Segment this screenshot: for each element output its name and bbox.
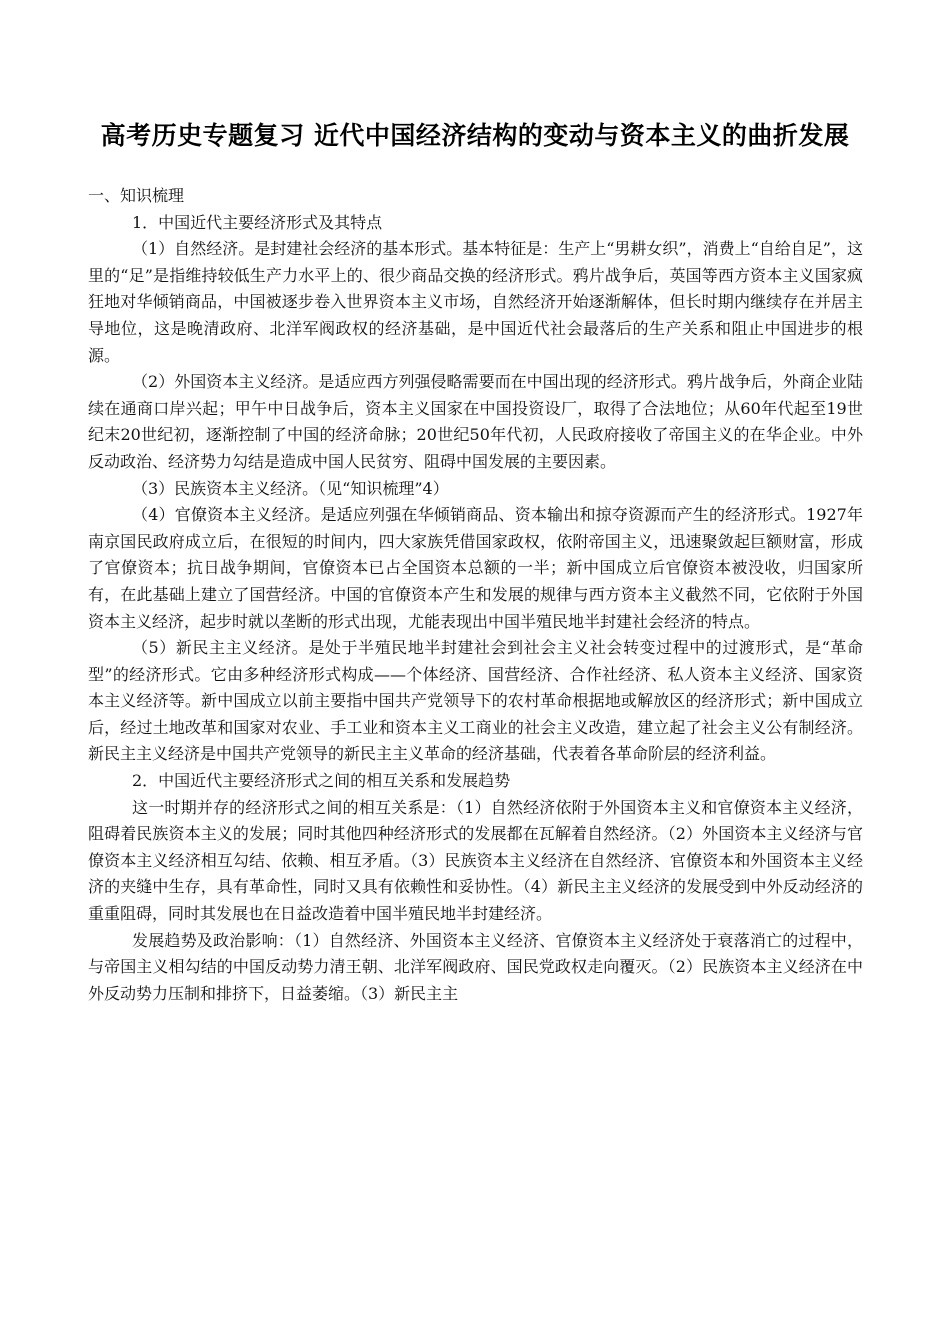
subheading-economic-forms: 1．中国近代主要经济形式及其特点 [132,212,383,232]
paragraph-national-capitalism: （3）民族资本主义经济。（见“知识梳理”4） [132,478,449,498]
paragraph-trends: 发展趋势及政治影响：（1）自然经济、外国资本主义经济、官僚资本主义经济处于衰落消亡的过程中，与帝国主义相勾结的中国反动势力清王朝、北洋军阀政府、国民党政权走向覆灭。（2）民族资本主义经济在中外反动势力压制和排挤下，日益萎缩。（3）新民主主 [88,930,863,1003]
subheading-relationships-trends: 2．中国近代主要经济形式之间的相互关系和发展趋势 [132,771,511,791]
page-title: 高考历史专题复习 近代中国经济结构的变动与资本主义的曲折发展 [100,121,850,150]
paragraph-bureaucratic-capitalism: （4）官僚资本主义经济。是适应列强在华倾销商品、资本输出和掠夺资源而产生的经济形式。1927年南京国民政府成立后，在很短的时间内，四大家族凭借国家政权，依附帝国主义，迅速聚敛起巨额财富，形成了官僚资本；抗日战争期间，官僚资本已占全国资本总额的一半；新中国成立后官僚资本被没收，归国家所有，在此基础上建立了国营经济。中国的官僚资本产生和发展的规律与西方资本主义截然不同，它依附于外国资本主义经济，起步时就以垄断的形式出现，尤能表现出中国半殖民地半封建社会经济的特点。 [88,505,863,631]
document-body [88,183,863,1007]
paragraph-natural-economy: （1）自然经济。是封建社会经济的基本形式。基本特征是：生产上“男耕女织”，消费上“自给自足”，这里的“足”是指维持较低生产力水平上的、很少商品交换的经济形式。鸦片战争后，英国等西方资本主义国家疯狂地对华倾销商品，中国被逐步卷入世界资本主义市场，自然经济开始逐渐解体，但长时期内继续存在并居主导地位，这是晚清政府、北洋军阀政权的经济基础，是中国近代社会最落后的生产关系和阻止中国进步的根源。 [88,239,863,365]
paragraph-new-democratic-economy: （5）新民主主义经济。是处于半殖民地半封建社会到社会主义社会转变过程中的过渡形式，是“革命型”的经济形式。它由多种经济形式构成——个体经济、国营经济、合作社经济、私人资本主义经济、国家资本主义经济等。新中国成立以前主要指中国共产党领导下的农村革命根据地或解放区的经济形式；新中国成立后，经过土地改革和国家对农业、手工业和资本主义工商业的社会主义改造，建立起了社会主义公有制经济。新民主主义经济是中国共产党领导的新民主主义革命的经济基础，代表着各革命阶层的经济利益。 [88,638,863,764]
paragraph-relationships: 这一时期并存的经济形式之间的相互关系是：（1）自然经济依附于外国资本主义和官僚资本主义经济，阻碍着民族资本主义的发展；同时其他四种经济形式的发展都在瓦解着自然经济。（2）外国资本主义经济与官僚资本主义经济相互勾结、依赖、相互矛盾。（3）民族资本主义经济在自然经济、官僚资本和外国资本主义经济的夹缝中生存，具有革命性，同时又具有依赖性和妥协性。（4）新民主主义经济的发展受到中外反动经济的重重阻碍，同时其发展也在日益改造着中国半殖民地半封建经济。 [88,797,863,924]
paragraph-foreign-capitalism: （2）外国资本主义经济。是适应西方列强侵略需要而在中国出现的经济形式。鸦片战争后，外商企业陆续在通商口岸兴起；甲午中日战争后，资本主义国家在中国投资设厂，取得了合法地位；从60年代起至19世纪末20世纪初，逐渐控制了中国的经济命脉；20世纪50年代初，人民政府接收了帝国主义的在华企业。中外反动政治、经济势力勾结是造成中国人民贫穷、阻碍中国发展的主要因素。 [88,372,863,471]
section-heading: 一、知识梳理 [88,186,185,205]
